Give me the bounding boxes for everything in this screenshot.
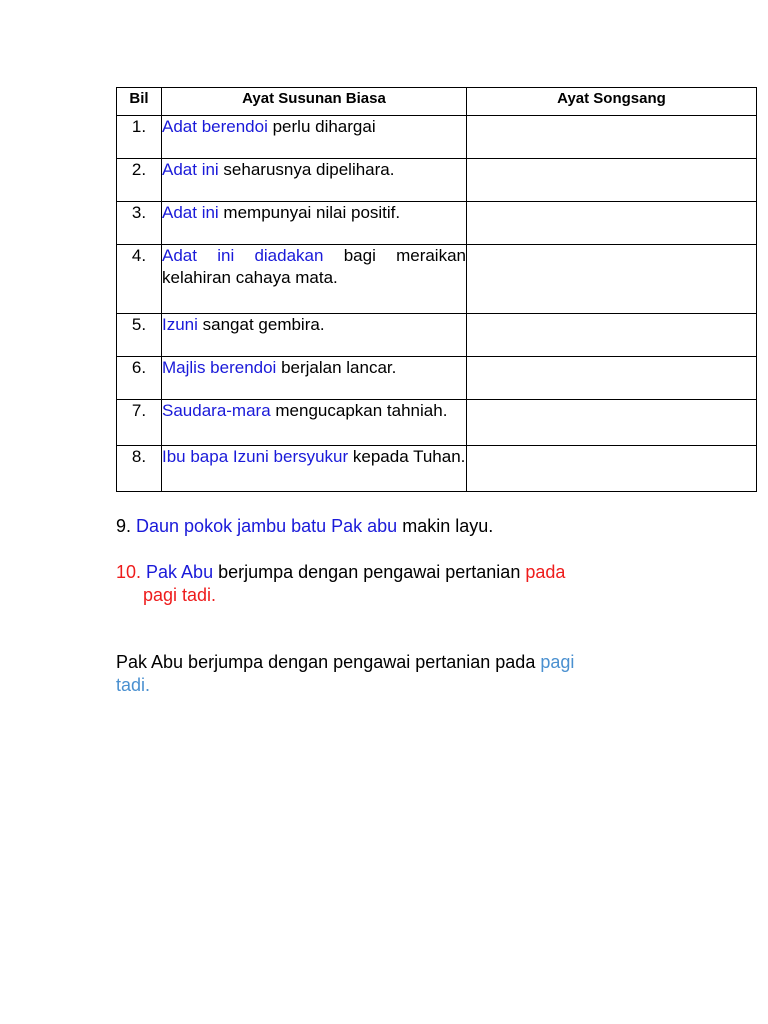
sentence-subject: Saudara-mara (162, 401, 271, 420)
inverted-sentence-cell[interactable] (467, 446, 757, 492)
inverted-sentence-cell[interactable] (467, 357, 757, 400)
item-9-sentence (116, 515, 493, 538)
row-number: 8. (117, 446, 162, 492)
sentence-predicate: perlu dihargai (267, 117, 376, 136)
adverb-phrase-part1: pada (525, 562, 566, 582)
inverted-sentence-cell[interactable] (467, 116, 757, 159)
final-sentence-text: Pak Abu berjumpa dengan pengawai pertanian pada (116, 652, 541, 672)
adverb-phrase-part2: pagi tadi. (143, 585, 217, 605)
sentence-predicate: sangat gembira. (197, 315, 325, 334)
sentence-predicate: bagi meraikan kelahiran cahaya mata. (162, 246, 466, 287)
table-row (117, 357, 757, 400)
inverted-sentence-cell[interactable] (467, 400, 757, 446)
sentence-predicate: mempunyai nilai positif. (218, 203, 401, 222)
normal-sentence (162, 245, 467, 314)
table-row (117, 159, 757, 202)
normal-sentence (162, 159, 467, 202)
inverted-sentence-cell[interactable] (467, 202, 757, 245)
normal-sentence (162, 314, 467, 357)
sentence-subject: Adat berendoi (162, 117, 268, 136)
row-number: 5. (117, 314, 162, 357)
row-number: 4. (117, 245, 162, 314)
normal-sentence (162, 357, 467, 400)
sentence-subject: Pak Abu (146, 562, 214, 582)
row-number: 3. (117, 202, 162, 245)
inverted-sentence-cell[interactable] (467, 245, 757, 314)
final-sentence (116, 651, 574, 697)
inverted-sentence-cell[interactable] (467, 314, 757, 357)
table-row (117, 245, 757, 314)
row-number: 2. (117, 159, 162, 202)
table-row (117, 400, 757, 446)
table-row (117, 116, 757, 159)
normal-sentence (162, 202, 467, 245)
sentence-subject: Adat ini (162, 203, 219, 222)
normal-sentence (162, 116, 467, 159)
sentence-predicate: berjalan lancar. (276, 358, 397, 377)
sentence-table (116, 87, 757, 492)
sentence-predicate: berjumpa dengan pengawai pertanian (213, 562, 526, 582)
table-row (117, 446, 757, 492)
sentence-subject: Ibu bapa Izuni bersyukur (162, 447, 349, 466)
sentence-subject: Adat ini (162, 160, 219, 179)
sentence-predicate: makin layu. (397, 516, 494, 536)
inverted-sentence-cell[interactable] (467, 159, 757, 202)
highlighted-adverb-part2: tadi. (116, 675, 151, 695)
table-header-row (117, 88, 757, 116)
table-row (117, 202, 757, 245)
sentence-predicate: kepada Tuhan. (348, 447, 466, 466)
row-number: 7. (117, 400, 162, 446)
item-number: 10. (116, 562, 147, 582)
sentence-subject: Adat ini diadakan (162, 246, 324, 265)
row-number: 6. (117, 357, 162, 400)
table-row (117, 314, 757, 357)
item-number: 9. (116, 516, 137, 536)
sentence-subject: Daun pokok jambu batu Pak abu (136, 516, 398, 536)
sentence-subject: Majlis berendoi (162, 358, 277, 377)
sentence-predicate: seharusnya dipelihara. (218, 160, 395, 179)
header-bil: Bil (117, 88, 162, 116)
normal-sentence (162, 446, 467, 492)
row-number: 1. (117, 116, 162, 159)
sentence-predicate: mengucapkan tahniah. (270, 401, 448, 420)
header-susunan-biasa: Ayat Susunan Biasa (162, 88, 467, 116)
highlighted-adverb-part1: pagi (540, 652, 575, 672)
normal-sentence (162, 400, 467, 446)
item-10-sentence (116, 561, 565, 607)
header-songsang: Ayat Songsang (467, 88, 757, 116)
sentence-subject: Izuni (162, 315, 198, 334)
